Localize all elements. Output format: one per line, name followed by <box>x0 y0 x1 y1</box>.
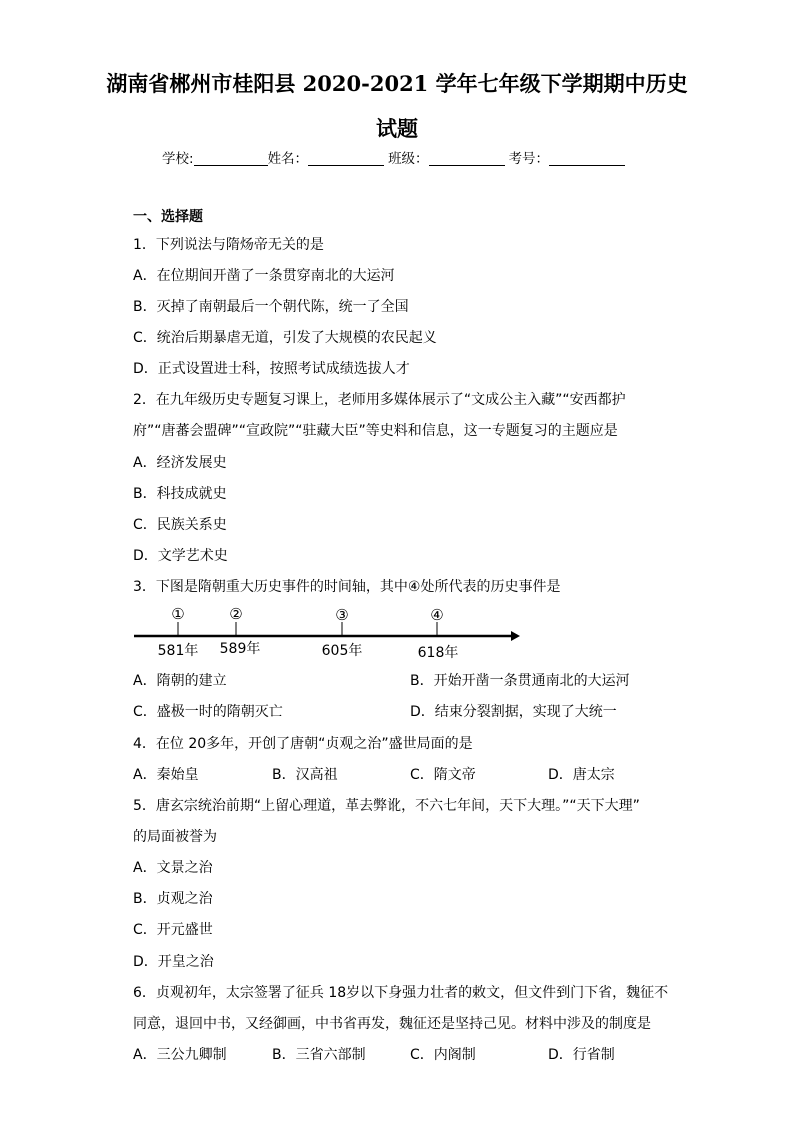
q5-option-c: C．开元盛世 <box>133 922 213 938</box>
class-label: 班级： <box>388 151 429 167</box>
q2-option-b: B．科技成就史 <box>133 486 227 502</box>
q6-stem-line1: 6．贞观初年，太宗签署了征兵 18岁以下身强力壮者的敕文，但文件到门下省，魏征不 <box>133 985 669 1001</box>
timeline-diagram <box>130 600 530 662</box>
q3-stem: 3．下图是隋朝重大历史事件的时间轴，其中④处所代表的历史事件是 <box>133 579 561 595</box>
timeline-year-4: 618年 <box>417 645 459 661</box>
q3-option-d: D．结束分裂割据，实现了大统一 <box>410 704 617 720</box>
q3-option-a: A．隋朝的建立 <box>133 673 227 689</box>
timeline-marker-4: ④ <box>430 606 444 624</box>
q5-option-d: D．开皇之治 <box>133 954 214 970</box>
q3-option-c: C．盛极一时的隋朝灭亡 <box>133 704 283 720</box>
q6-option-d: D．行省制 <box>548 1047 615 1063</box>
timeline-year-1: 581年 <box>157 643 199 659</box>
q4-option-a: A．秦始皇 <box>133 767 199 783</box>
timeline-marker-2: ② <box>229 605 243 623</box>
number-label: 考号： <box>508 151 550 167</box>
timeline-marker-1: ① <box>171 605 185 623</box>
timeline-marker-3: ③ <box>335 606 349 624</box>
document-title: 湖南省郴州市桂阳县 2020-2021 学年七年级下学期期中历史 <box>106 71 688 96</box>
name-label: 姓名： <box>267 151 309 167</box>
section-heading: 一、选择题 <box>133 209 203 225</box>
number-blank <box>549 151 625 166</box>
q4-stem: 4．在位 20多年，开创了唐朝“贞观之治”盛世局面的是 <box>133 736 473 752</box>
q6-option-c: C．内阁制 <box>410 1047 476 1063</box>
q2-option-a: A．经济发展史 <box>133 455 227 471</box>
document-title-line2: 试题 <box>376 116 418 141</box>
class-blank <box>429 151 505 166</box>
q2-option-c: C．民族关系史 <box>133 517 227 533</box>
q6-stem-line2: 同意，退回中书，又经御画，中书省再发，魏征还是坚持己见。材料中涉及的制度是 <box>133 1016 651 1032</box>
timeline-year-2: 589年 <box>219 641 261 657</box>
q1-option-b: B．灭掉了南朝最后一个朝代陈，统一了全国 <box>133 299 409 315</box>
q4-option-d: D．唐太宗 <box>548 767 615 783</box>
q6-option-b: B．三省六部制 <box>272 1047 366 1063</box>
q5-stem-line2: 的局面被誉为 <box>133 829 217 845</box>
q4-option-b: B．汉高祖 <box>272 767 338 783</box>
q2-stem-line2: 府”“唐蕃会盟碑”“宣政院”“驻藏大臣”等史料和信息，这一专题复习的主题应是 <box>133 423 618 439</box>
q4-option-c: C．隋文帝 <box>410 767 476 783</box>
q1-stem: 1．下列说法与隋炀帝无关的是 <box>133 237 324 253</box>
q1-option-c: C．统治后期暴虐无道，引发了大规模的农民起义 <box>133 330 437 346</box>
school-blank <box>194 151 268 166</box>
q5-stem-line1: 5．唐玄宗统治前期“上留心理道，革去弊讹，不六七年间，天下大理。”“天下大理” <box>133 798 640 814</box>
q1-option-a: A．在位期间开凿了一条贯穿南北的大运河 <box>133 268 395 284</box>
q5-option-a: A．文景之治 <box>133 860 213 876</box>
q5-option-b: B．贞观之治 <box>133 891 213 907</box>
timeline-arrowhead <box>511 631 520 641</box>
q2-option-d: D．文学艺术史 <box>133 548 228 564</box>
q1-option-d: D．正式设置进士科，按照考试成绩选拔人才 <box>133 361 410 377</box>
q3-option-b: B．开始开凿一条贯通南北的大运河 <box>410 673 630 689</box>
q2-stem-line1: 2．在九年级历史专题复习课上，老师用多媒体展示了“文成公主入藏”“安西都护 <box>133 392 626 408</box>
name-blank <box>308 151 384 166</box>
q6-option-a: A．三公九卿制 <box>133 1047 227 1063</box>
student-info-row <box>162 147 625 167</box>
timeline-year-3: 605年 <box>321 643 363 659</box>
school-label: 学校: <box>162 151 194 167</box>
